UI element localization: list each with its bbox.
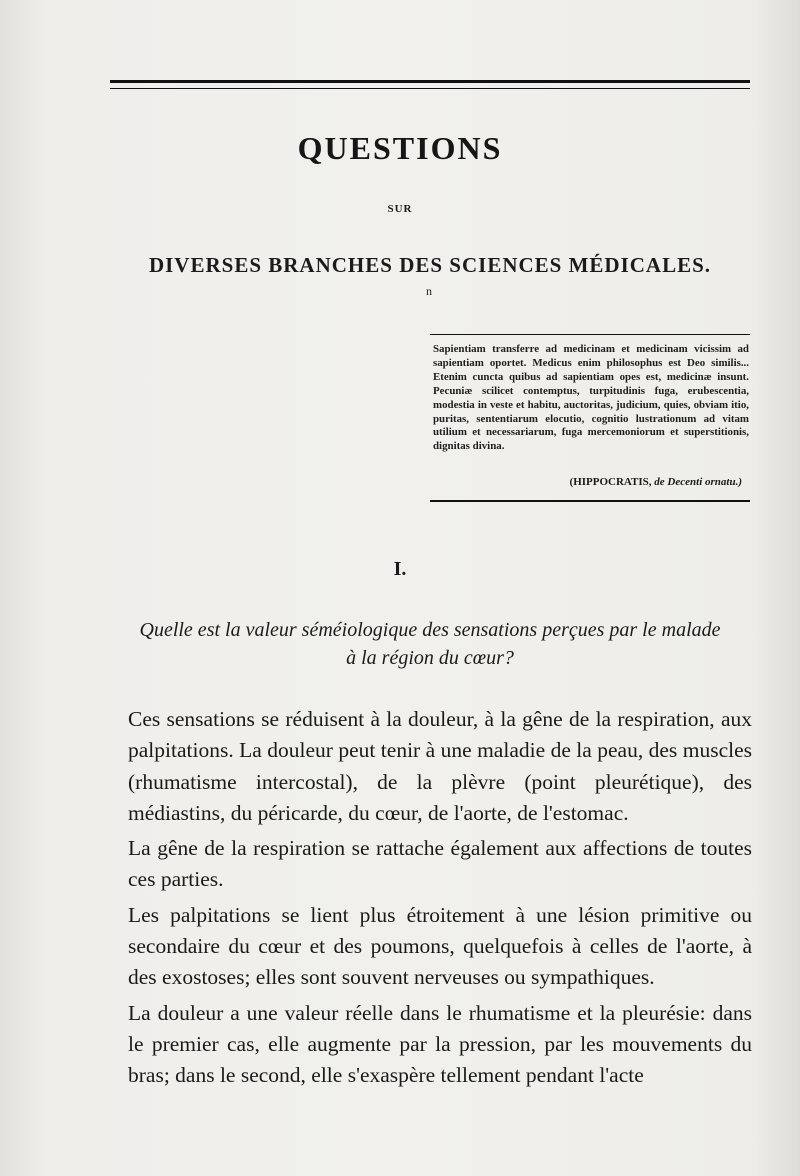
- body-text: [128, 704, 752, 1092]
- page-subtitle: DIVERSES BRANCHES DES SCIENCES MÉDICALES.: [148, 253, 712, 277]
- paragraph: La douleur a une valeur réelle dans le rhumatisme et la pleurésie: dans le premier cas, elle augmente par la pression, par les mouvements du bras; dans le second, elle s'exaspère tellement pendant l'acte: [128, 1000, 752, 1088]
- paragraph: Les palpitations se lient plus étroitement à une lésion primitive ou secondaire du cœur et des poumons, quelquefois à celles de l'aorte, à des exostoses; elles sont souvent nerveuses ou sympathiques.: [128, 902, 752, 990]
- section-question: [110, 616, 750, 672]
- header-rule-thin: [110, 88, 750, 89]
- epigraph-rule-top: [430, 334, 750, 335]
- page-title: QUESTIONS: [297, 130, 503, 166]
- question-line-1: Quelle est la valeur séméiologique des sensations perçues par le malade: [139, 619, 721, 641]
- epigraph-source-author: (HIPPOCRATIS,: [569, 476, 652, 488]
- epigraph-source: [433, 476, 742, 488]
- header-rule-thick: [110, 80, 750, 83]
- subtitle-mark: n: [426, 284, 432, 298]
- paragraph: Ces sensations se réduisent à la douleur, à la gêne de la respiration, aux palpitations. La douleur peut tenir à une maladie de la peau, des muscles (rhumatisme intercostal), de la plèvre (point pleurétique), des médiastins, du péricarde, du cœur, de l'aorte, de l'estomac.: [128, 707, 752, 825]
- epigraph-text: Sapientiam transferre ad medicinam et medicinam vicissim ad sapientiam oportet. Medicus enim philosophus est Deo similis... Etenim cuncta quibus ad sapientiam opes est, medicinæ insunt. Pecuniæ scilicet contemptus, turpitudinis fuga, erubescentia, modestia in veste et habitu, auctoritas, judicium, quies, obviam itio, puritas, sententiarum elocutio, cognitio lustrationum ad vitam utilium et necessariarum, fuga mercemoniorum et superstitionis, dignitas divina.: [433, 343, 749, 453]
- question-line-2: à la région du cœur?: [346, 647, 514, 669]
- epigraph-source-work: de Decenti ornatu.): [654, 476, 742, 488]
- title-connector: SUR: [387, 203, 413, 215]
- paragraph: La gêne de la respiration se rattache également aux affections de toutes ces parties.: [128, 836, 752, 892]
- section-numeral: I.: [393, 558, 407, 580]
- epigraph-rule-bottom: [430, 500, 750, 502]
